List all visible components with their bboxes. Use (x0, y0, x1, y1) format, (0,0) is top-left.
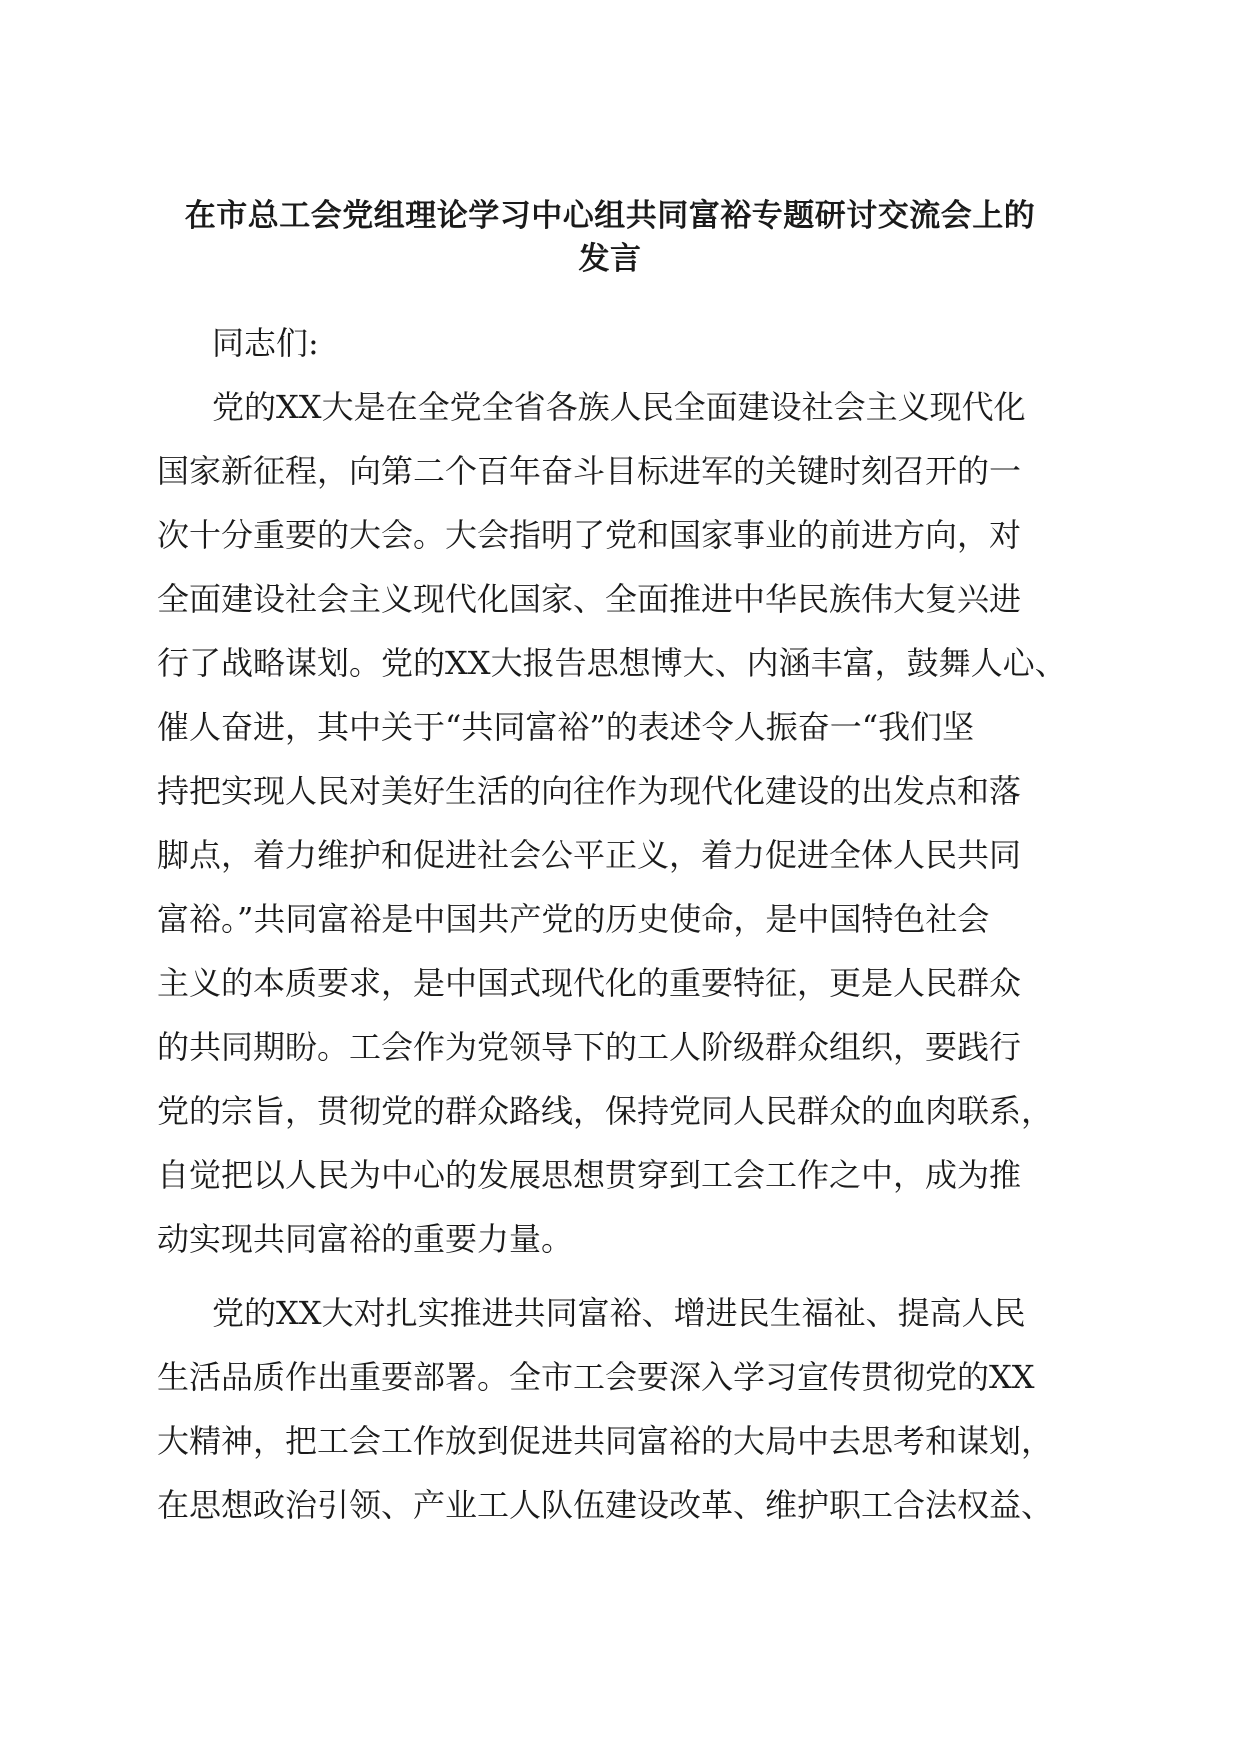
paragraph-1-line: 持把实现人民对美好生活的向往作为现代化建设的出发点和落 (157, 772, 1022, 810)
paragraph-1-line: 行了战略谋划。党的XX大报告思想博大、内涵丰富，鼓舞人心、 (157, 644, 1067, 682)
paragraph-1-line: 次十分重要的大会。大会指明了党和国家事业的前进方向，对 (157, 516, 1022, 554)
paragraph-1-line: 党的宗旨，贯彻党的群众路线，保持党同人民群众的血肉联系， (157, 1092, 1054, 1130)
paragraph-1-line: 自觉把以人民为中心的发展思想贯穿到工会工作之中，成为推 (157, 1156, 1022, 1194)
salutation: 同志们: (212, 324, 319, 362)
document-title-line-2: 发言 (578, 241, 642, 277)
paragraph-1-line: 的共同期盼。工会作为党领导下的工人阶级群众组织，要践行 (157, 1028, 1022, 1066)
paragraph-2-line: 生活品质作出重要部署。全市工会要深入学习宣传贯彻党的XX (157, 1358, 1035, 1396)
paragraph-1-line: 主义的本质要求，是中国式现代化的重要特征，更是人民群众 (157, 964, 1022, 1002)
paragraph-1-line: 全面建设社会主义现代化国家、全面推进中华民族伟大复兴进 (157, 580, 1022, 618)
paragraph-2-line: 大精神，把工会工作放到促进共同富裕的大局中去思考和谋划， (157, 1422, 1054, 1460)
document-title-line-1: 在市总工会党组理论学习中心组共同富裕专题研讨交流会上的 (184, 198, 1036, 234)
paragraph-1-line: 脚点，着力维护和促进社会公平正义，着力促进全体人民共同 (157, 836, 1022, 874)
paragraph-1-line: 富裕。”共同富裕是中国共产党的历史使命，是中国特色社会 (157, 900, 990, 938)
paragraph-1-line: 催人奋进，其中关于“共同富裕”的表述令人振奋一“我们坚 (157, 708, 975, 746)
paragraph-1-line: 国家新征程，向第二个百年奋斗目标进军的关键时刻召开的一 (157, 452, 1022, 490)
paragraph-2-line: 在思想政治引领、产业工人队伍建设改革、维护职工合法权益、 (157, 1486, 1054, 1524)
paragraph-1-line: 动实现共同富裕的重要力量。 (157, 1220, 574, 1258)
paragraph-2-line: 党的XX大对扎实推进共同富裕、增进民生福祉、提高人民 (212, 1294, 1026, 1332)
paragraph-1-line: 党的XX大是在全党全省各族人民全面建设社会主义现代化 (212, 388, 1026, 426)
